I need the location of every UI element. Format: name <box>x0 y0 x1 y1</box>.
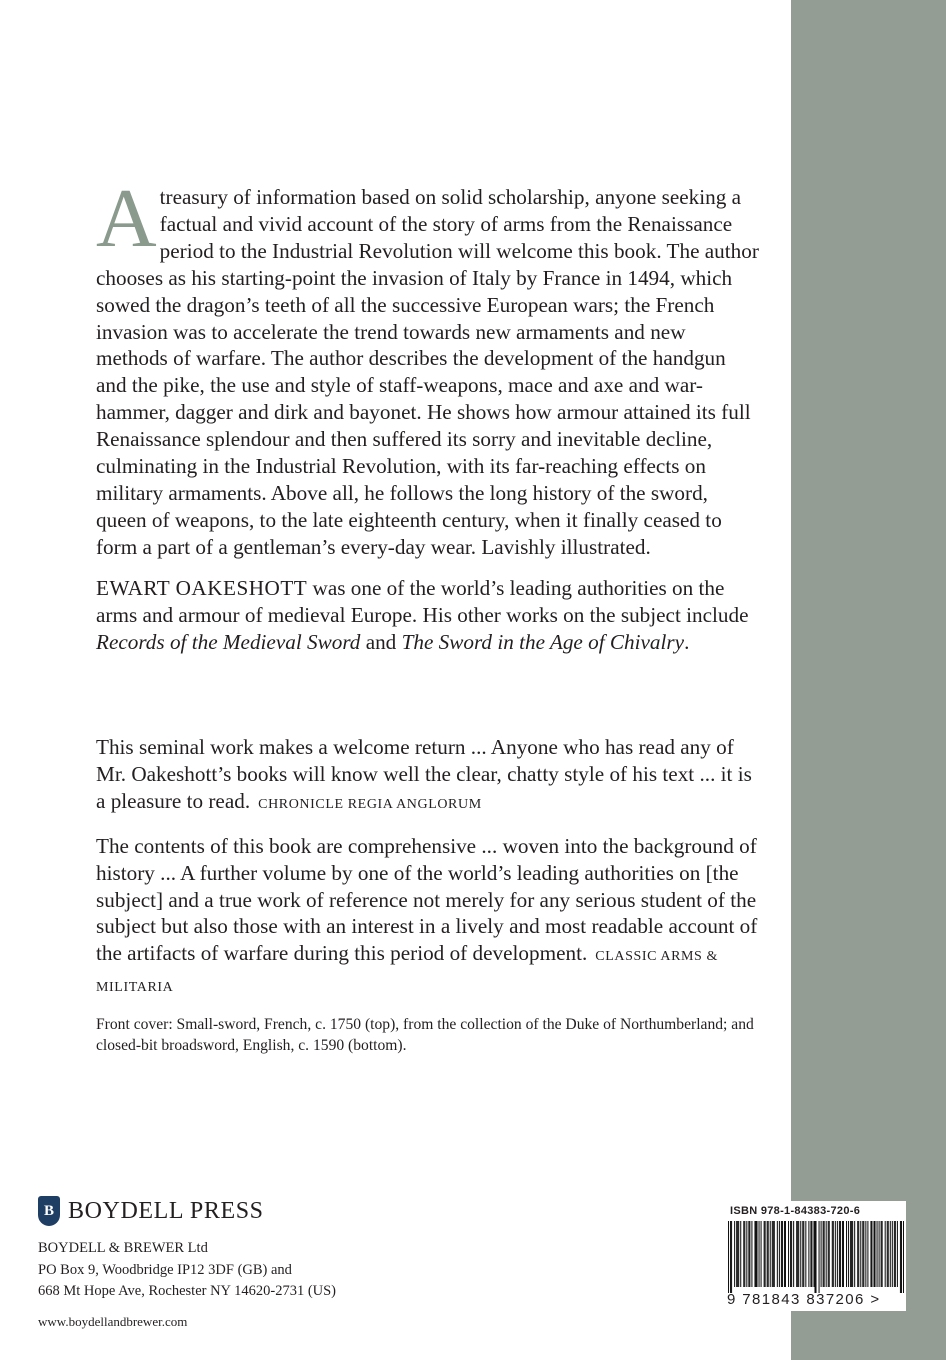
barcode-bar <box>805 1221 806 1287</box>
barcode-bar <box>846 1221 847 1287</box>
barcode-bar <box>837 1221 838 1287</box>
barcode-bar <box>743 1221 744 1287</box>
boydell-shield-icon: B <box>38 1196 60 1226</box>
publisher-line: 668 Mt Hope Ave, Rochester NY 14620-2731 (US) <box>38 1283 337 1299</box>
barcode-bar <box>736 1221 737 1287</box>
review-quote <box>96 734 760 819</box>
barcode-bar <box>767 1221 768 1287</box>
barcode-bar <box>737 1221 738 1287</box>
review-text: This seminal work makes a welcome return ... Anyone who has read any of Mr. Oakeshott’s books will know well the clear, chatty style of his text ... it is a pleasure to read. <box>96 735 752 813</box>
barcode-bar <box>770 1221 771 1287</box>
barcode-bar <box>900 1221 901 1293</box>
blurb-text: treasury of information based on solid scholarship, anyone seeking a factual and vivid account of the story of arms from the Renaissance period to the Industrial Revolution will welcome this book. The author chooses as his starting-point the invasion of Italy by France in 1494, which sowed the dragon’s teeth of all the successive European wars; the French invasion was to accelerate the trend towards new armaments and new methods of warfare. The author describes the development of the handgun and the pike, the use and style of staff-weapons, mace and axe and war-hammer, dagger and dirk and bayonet. He shows how armour attained its full Renaissance splendour and then suffered its sorry and inevitable decline, culminating in the Industrial Revolution, with its far-reaching effects on military armaments. Above all, he follows the long history of the sword, queen of weapons, to the late eighteenth century, when it finally ceased to form a part of a gentleman’s every-day wear. Lavishly illustrated. <box>96 185 759 559</box>
reviews-section <box>96 734 760 1056</box>
publisher-line: BOYDELL & BREWER Ltd <box>38 1240 208 1256</box>
review-source: CHRONICLE REGIA ANGLORUM <box>258 796 482 812</box>
barcode-bar <box>731 1221 732 1293</box>
barcode-bar <box>858 1221 859 1287</box>
barcode-bar <box>759 1221 760 1287</box>
barcode-bar <box>885 1221 886 1287</box>
barcode-bar <box>839 1221 840 1287</box>
barcode-bar <box>879 1221 880 1287</box>
barcode-bar <box>784 1221 785 1287</box>
barcode-bar <box>875 1221 876 1287</box>
isbn-barcode <box>724 1201 906 1311</box>
barcode-bar <box>881 1221 882 1287</box>
barcode-bar <box>744 1221 745 1287</box>
barcode-bar <box>777 1221 778 1287</box>
barcode-bar <box>867 1221 868 1287</box>
barcode-bar <box>728 1221 729 1293</box>
barcode-bar <box>746 1221 747 1287</box>
barcode-bar <box>814 1221 815 1293</box>
barcode-bar <box>798 1221 799 1287</box>
barcode-bar <box>802 1221 803 1287</box>
barcode-bar <box>813 1221 814 1287</box>
barcode-bars <box>728 1221 904 1293</box>
barcode-bar <box>833 1221 834 1287</box>
barcode-bar <box>768 1221 769 1287</box>
barcode-bar <box>772 1221 773 1287</box>
review-quote <box>96 833 760 1002</box>
barcode-bar <box>888 1221 889 1287</box>
barcode-bar <box>751 1221 752 1287</box>
barcode-bar <box>835 1221 836 1287</box>
barcode-bar <box>749 1221 750 1287</box>
barcode-bar <box>773 1221 774 1287</box>
barcode-bar <box>857 1221 858 1287</box>
barcode-bar <box>738 1221 739 1287</box>
barcode-bar <box>734 1221 735 1287</box>
barcode-bar <box>790 1221 791 1287</box>
barcode-bar <box>843 1221 844 1287</box>
barcode-bar <box>903 1221 904 1293</box>
barcode-bar <box>774 1221 775 1287</box>
barcode-bar <box>852 1221 853 1287</box>
barcode-bar <box>854 1221 855 1287</box>
barcode-bar <box>863 1221 864 1287</box>
barcode-bar <box>764 1221 765 1287</box>
author-bio-conjunction: and <box>360 629 402 654</box>
barcode-bar <box>810 1221 811 1287</box>
author-bio-end: . <box>684 629 690 654</box>
barcode-bar <box>748 1221 749 1287</box>
barcode-bar <box>832 1221 833 1287</box>
barcode-bar <box>755 1221 756 1287</box>
barcode-bar <box>730 1221 731 1293</box>
blurb-section <box>96 172 760 655</box>
barcode-bar <box>821 1221 822 1287</box>
barcode-bar <box>803 1221 804 1287</box>
barcode-bar <box>826 1221 827 1287</box>
barcode-digits: 9 781843 837206 > <box>727 1291 881 1308</box>
barcode-bar <box>779 1221 780 1287</box>
barcode-bar <box>892 1221 893 1287</box>
barcode-bar <box>862 1221 863 1287</box>
barcode-bar <box>815 1221 816 1293</box>
isbn-label: ISBN 978-1-84383-720-6 <box>730 1205 861 1217</box>
author-bio-text: was one of the world’s leading authorities on the arms and armour of medieval Europe. His other works on the subject include <box>96 575 749 627</box>
barcode-bar <box>870 1221 871 1287</box>
barcode-bar <box>756 1221 757 1287</box>
barcode-bar <box>800 1221 801 1287</box>
barcode-bar <box>894 1221 895 1287</box>
barcode-bar <box>850 1221 851 1287</box>
barcode-bar <box>882 1221 883 1287</box>
barcode-bar <box>824 1221 825 1287</box>
barcode-bar <box>873 1221 874 1287</box>
barcode-bar <box>811 1221 812 1287</box>
blurb-paragraph <box>96 172 760 561</box>
barcode-bar <box>829 1221 830 1287</box>
review-source: CLASSIC ARMS & MILITARIA <box>96 949 719 996</box>
publisher-name: BOYDELL PRESS <box>68 1197 264 1224</box>
barcode-bar <box>761 1221 762 1287</box>
barcode-bar <box>842 1221 843 1287</box>
publisher-line: PO Box 9, Woodbridge IP12 3DF (GB) and <box>38 1261 292 1278</box>
author-name: EWART OAKESHOTT <box>96 575 308 600</box>
barcode-bar <box>890 1221 891 1287</box>
barcode-bar <box>797 1221 798 1287</box>
barcode-bar <box>877 1221 878 1287</box>
barcode-bar <box>860 1221 861 1287</box>
barcode-bar <box>740 1221 741 1287</box>
barcode-bar <box>788 1221 789 1287</box>
publisher-website: www.boydellandbrewer.com <box>38 1313 188 1329</box>
barcode-bar <box>851 1221 852 1287</box>
barcode-bar <box>848 1221 849 1287</box>
spine-color-panel <box>791 0 946 1360</box>
barcode-bar <box>785 1221 786 1287</box>
barcode-bar <box>895 1221 896 1287</box>
barcode-bar <box>808 1221 809 1287</box>
publisher-block <box>38 1196 336 1330</box>
publisher-address <box>38 1238 336 1303</box>
barcode-bar <box>828 1221 829 1287</box>
barcode-bar <box>887 1221 888 1287</box>
barcode-bar <box>823 1221 824 1287</box>
barcode-bar <box>754 1221 755 1287</box>
book-title-1: Records of the Medieval Sword <box>96 629 361 654</box>
cover-caption: Front cover: Small-sword, French, c. 1750 (top), from the collection of the Duke of Northumberland; and closed-bit broadsword, English, c. 1590 (bottom). <box>96 1016 754 1055</box>
author-bio <box>96 575 760 656</box>
barcode-bar <box>840 1221 841 1287</box>
barcode-bar <box>901 1221 902 1293</box>
barcode-bar <box>897 1221 898 1287</box>
review-text: The contents of this book are comprehensive ... woven into the background of history ... A further volume by one of the world’s leading authorities on [the subject] and a true work of reference not merely for any serious student of the subject but also those with an interest in a lively and most readable account of the artifacts of warfare during this period of development. <box>96 833 758 966</box>
barcode-bar <box>791 1221 792 1287</box>
barcode-bar <box>793 1221 794 1287</box>
drop-cap: A <box>96 172 157 265</box>
barcode-bar <box>796 1221 797 1287</box>
barcode-bar <box>782 1221 783 1287</box>
barcode-bar <box>871 1221 872 1287</box>
barcode-bar <box>865 1221 866 1287</box>
barcode-bar <box>765 1221 766 1287</box>
barcode-bar <box>781 1221 782 1287</box>
publisher-logo-row <box>38 1196 336 1226</box>
barcode-bar <box>819 1221 820 1293</box>
book-title-2: The Sword in the Age of Chivalry <box>401 629 685 654</box>
